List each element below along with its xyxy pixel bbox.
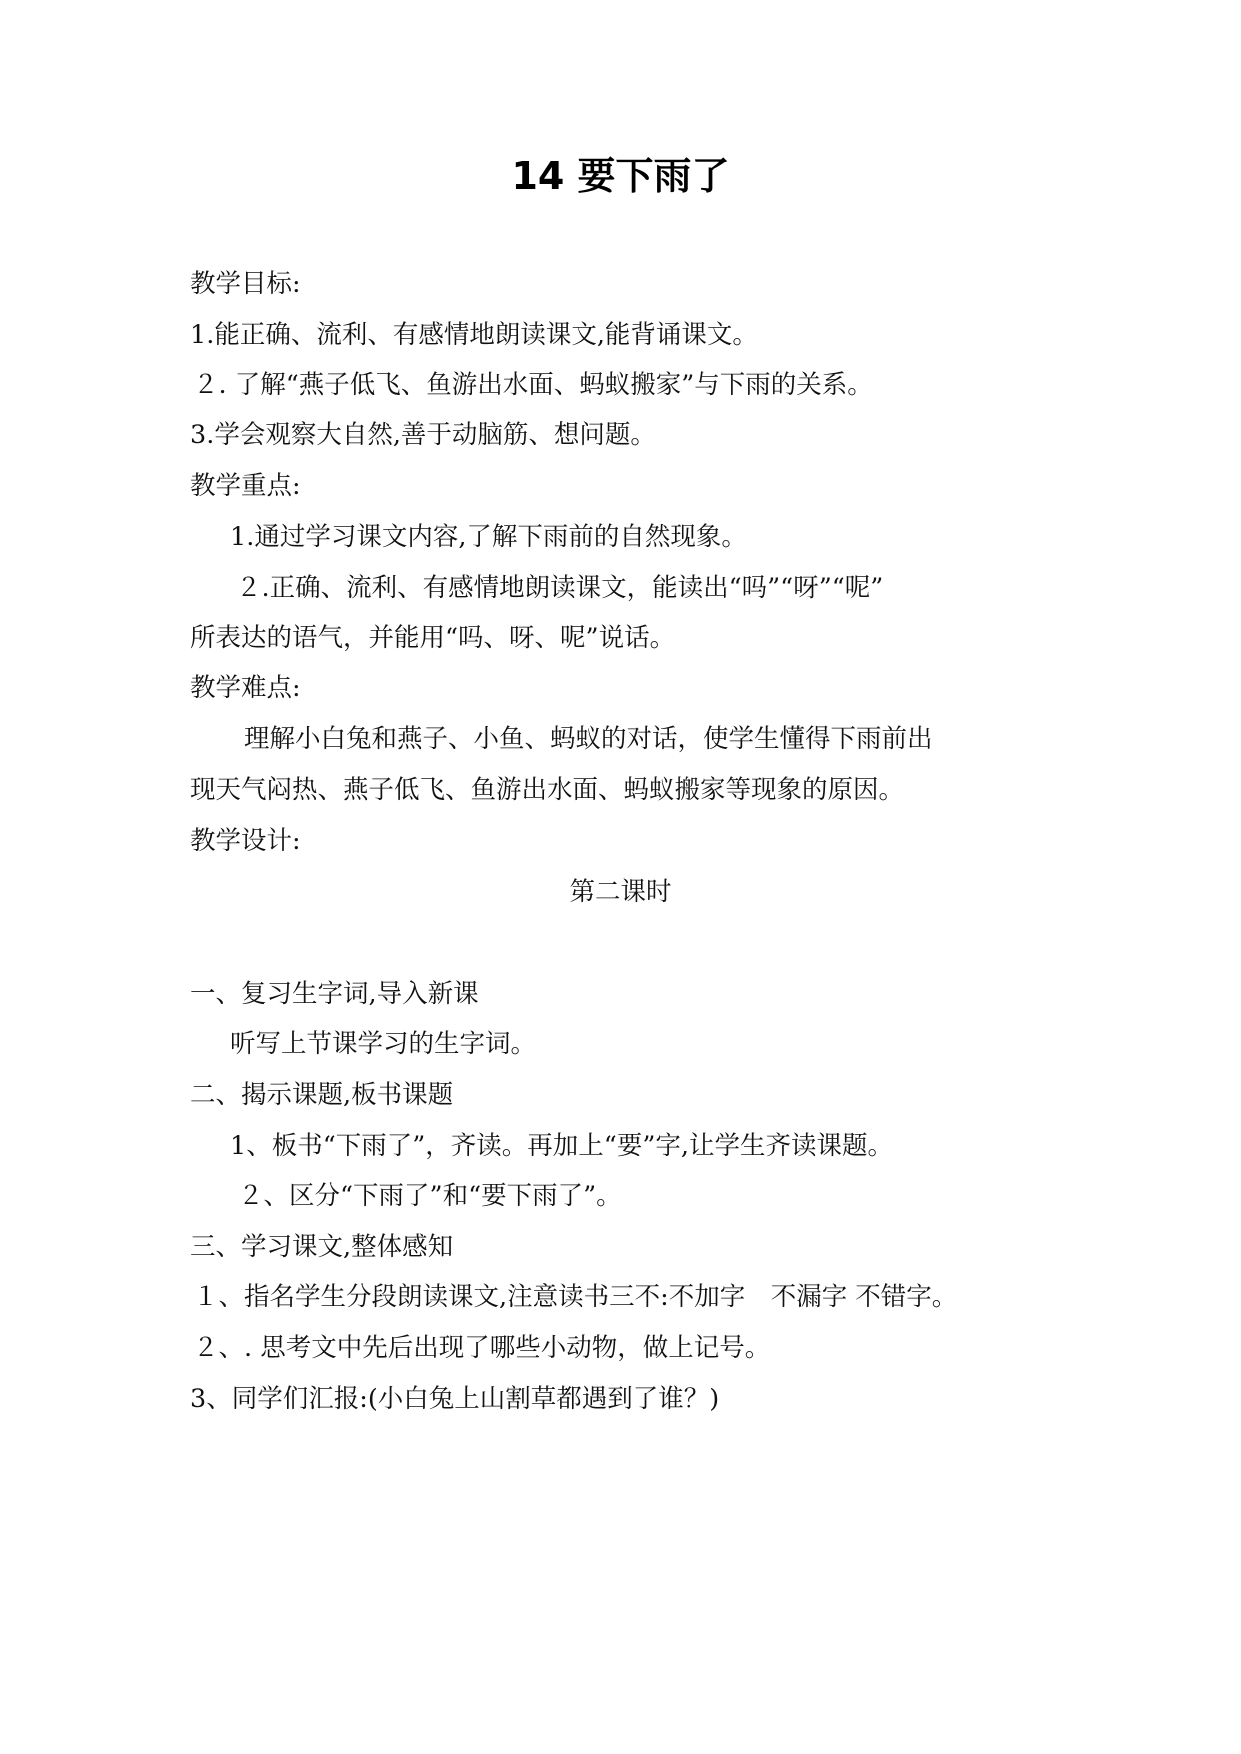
step-2-item-1: 1、板书“下雨了”，齐读。再加上“要”字,让学生齐读课题。 xyxy=(230,1131,893,1161)
design-heading: 教学设计: xyxy=(190,826,301,856)
step-3-item-2: ２、. 思考文中先后出现了哪些小动物，做上记号。 xyxy=(193,1333,771,1363)
step-2-heading: 二、揭示课题,板书课题 xyxy=(190,1080,454,1110)
document-title: 14 要下雨了 xyxy=(511,154,730,198)
lesson-label: 第二课时 xyxy=(569,877,672,907)
objective-3: 3.学会观察大自然,善于动脑筋、想问题。 xyxy=(190,420,656,450)
key-point-1: 1.通过学习课文内容,了解下雨前的自然现象。 xyxy=(230,522,747,552)
key-points-heading: 教学重点: xyxy=(190,471,301,501)
step-1-text: 听写上节课学习的生字词。 xyxy=(230,1029,537,1059)
objective-1: 1.能正确、流利、有感情地朗读课文,能背诵课文。 xyxy=(190,320,758,350)
step-2-item-2: ２、区分“下雨了”和“要下雨了”。 xyxy=(238,1181,622,1211)
step-3-heading: 三、学习课文,整体感知 xyxy=(190,1232,454,1262)
key-point-2-line-1: ２.正确、流利、有感情地朗读课文，能读出“吗”“呀”“呢” xyxy=(236,573,884,603)
step-1-heading: 一、复习生字词,导入新课 xyxy=(190,979,479,1009)
step-3-item-3: 3、同学们汇报:(小白兔上山割草都遇到了谁？) xyxy=(190,1384,720,1414)
objectives-heading: 教学目标: xyxy=(190,269,301,299)
key-point-2-line-2: 所表达的语气，并能用“吗、呀、呢”说话。 xyxy=(190,623,676,653)
difficulty-line-1: 理解小白兔和燕子、小鱼、蚂蚁的对话，使学生懂得下雨前出 xyxy=(244,724,933,754)
difficulties-heading: 教学难点: xyxy=(190,673,301,703)
difficulty-line-2: 现天气闷热、燕子低飞、鱼游出水面、蚂蚁搬家等现象的原因。 xyxy=(190,775,905,805)
objective-2: ２. 了解“燕子低飞、鱼游出水面、蚂蚁搬家”与下雨的关系。 xyxy=(193,370,873,400)
step-3-item-1: １、指名学生分段朗读课文,注意读书三不:不加字 不漏字 不错字。 xyxy=(193,1282,958,1312)
